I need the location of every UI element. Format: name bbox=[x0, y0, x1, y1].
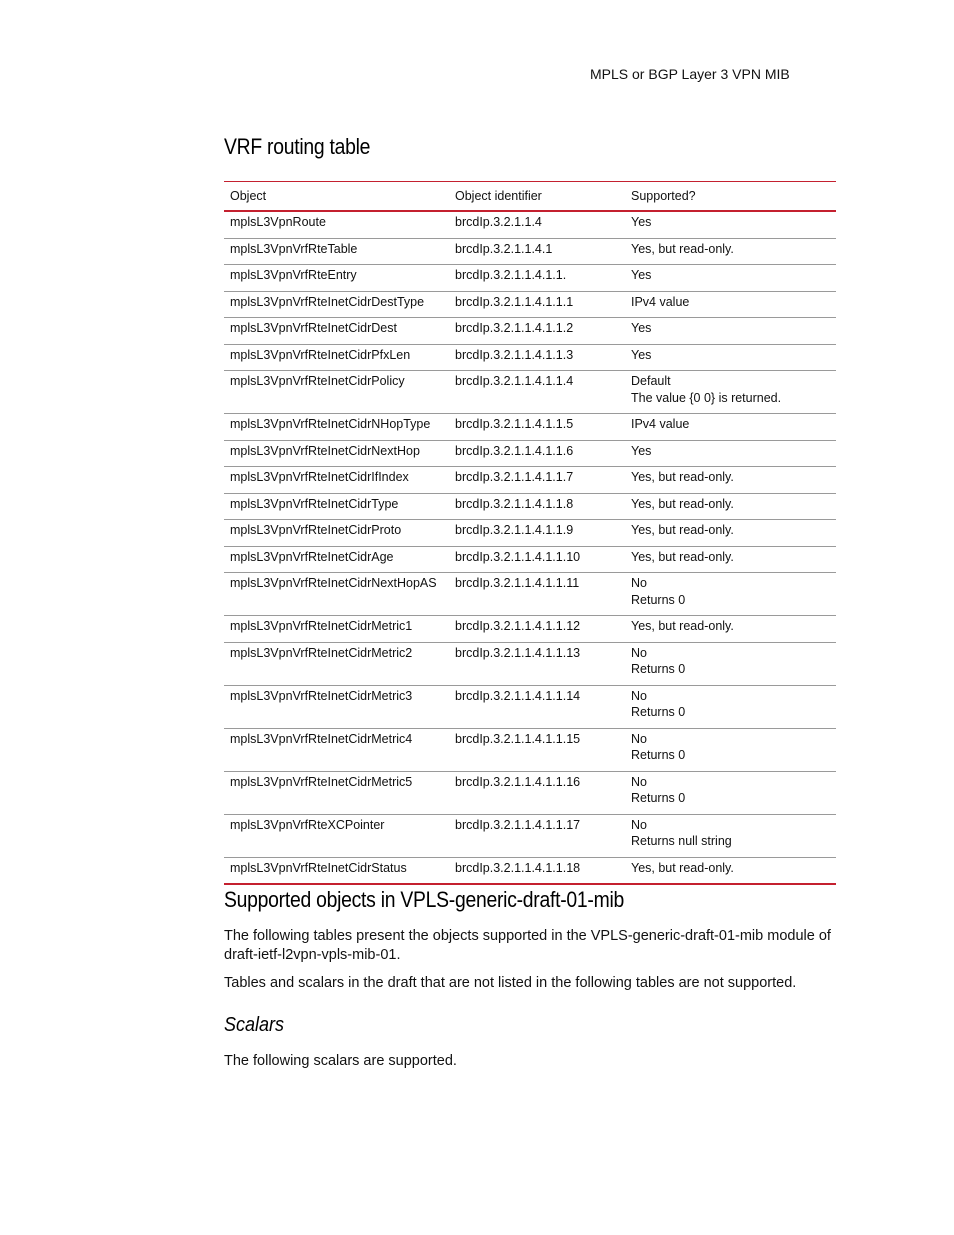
cell-supported-note: Returns 0 bbox=[631, 705, 686, 719]
cell-supported bbox=[625, 642, 836, 685]
table-row bbox=[224, 728, 836, 771]
cell-supported-text: Yes bbox=[631, 347, 652, 362]
cell-object-identifier-text: brcdIp.3.2.1.1.4.1.1.15 bbox=[455, 731, 581, 746]
cell-object bbox=[224, 414, 449, 441]
paragraph-scalars: The following scalars are supported. bbox=[224, 1053, 457, 1069]
cell-object-text: mplsL3VpnVrfRteInetCidrPolicy bbox=[230, 374, 405, 388]
cell-object-identifier-text: brcdIp.3.2.1.1.4.1.1. bbox=[455, 268, 567, 282]
table-row bbox=[224, 573, 836, 616]
cell-object bbox=[224, 291, 449, 318]
cell-object-text: mplsL3VpnVrfRteInetCidrMetric1 bbox=[230, 619, 413, 633]
cell-object-identifier bbox=[449, 616, 625, 643]
cell-object bbox=[224, 238, 449, 265]
cell-object-identifier bbox=[449, 318, 625, 345]
cell-object bbox=[224, 371, 449, 414]
cell-object bbox=[224, 318, 449, 345]
cell-object-identifier bbox=[449, 344, 625, 371]
cell-supported bbox=[625, 318, 836, 345]
cell-object-identifier-text: brcdIp.3.2.1.1.4.1.1.5 bbox=[455, 417, 574, 431]
table-row bbox=[224, 493, 836, 520]
cell-object bbox=[224, 493, 449, 520]
section-heading-vpls: Supported objects in VPLS-generic-draft-01-mib bbox=[224, 887, 625, 912]
cell-supported-text: No bbox=[631, 774, 647, 789]
cell-supported-text: No bbox=[631, 817, 647, 832]
cell-supported bbox=[625, 546, 836, 573]
cell-object bbox=[224, 573, 449, 616]
cell-supported bbox=[625, 414, 836, 441]
table-row bbox=[224, 414, 836, 441]
cell-object-identifier bbox=[449, 728, 625, 771]
cell-object-identifier-text: brcdIp.3.2.1.1.4.1.1.14 bbox=[455, 688, 581, 703]
table-row bbox=[224, 344, 836, 371]
cell-object-identifier bbox=[449, 573, 625, 616]
table-row bbox=[224, 814, 836, 857]
cell-supported-text: No bbox=[631, 645, 647, 660]
cell-supported-text: Yes, but read-only. bbox=[631, 619, 734, 633]
cell-supported-text: Yes bbox=[631, 215, 652, 229]
cell-supported-text: Yes bbox=[631, 443, 652, 458]
cell-object-identifier-text: brcdIp.3.2.1.1.4.1.1.9 bbox=[455, 523, 574, 537]
cell-object-text: mplsL3VpnVrfRteInetCidrIfIndex bbox=[230, 470, 409, 484]
cell-supported-text: Yes, but read-only. bbox=[631, 523, 734, 537]
cell-object-text: mplsL3VpnVrfRteInetCidrMetric2 bbox=[230, 645, 413, 660]
table-row bbox=[224, 211, 836, 238]
cell-supported bbox=[625, 493, 836, 520]
cell-object-text: mplsL3VpnVrfRteInetCidrPfxLen bbox=[230, 347, 411, 362]
cell-supported bbox=[625, 265, 836, 292]
column-header-object-identifier: Object identifier bbox=[449, 182, 625, 212]
running-header: MPLS or BGP Layer 3 VPN MIB bbox=[590, 66, 790, 82]
cell-supported-note: Returns 0 bbox=[631, 592, 686, 607]
table-row bbox=[224, 467, 836, 494]
cell-supported bbox=[625, 467, 836, 494]
cell-supported-note: The value {0 0} is returned. bbox=[631, 390, 782, 405]
cell-object-text: mplsL3VpnVrfRteInetCidrNextHop bbox=[230, 443, 420, 458]
cell-supported bbox=[625, 371, 836, 414]
cell-object bbox=[224, 265, 449, 292]
cell-object bbox=[224, 857, 449, 884]
table-row bbox=[224, 291, 836, 318]
cell-supported bbox=[625, 211, 836, 238]
table-row bbox=[224, 857, 836, 884]
cell-supported-text: Yes, but read-only. bbox=[631, 860, 734, 875]
cell-object-identifier-text: brcdIp.3.2.1.1.4.1.1.8 bbox=[455, 496, 574, 511]
table-row bbox=[224, 685, 836, 728]
paragraph-intro: The following tables present the objects supported in the VPLS-generic-draft-01-mib module of draft-ietf-l2vpn-vpls-mib-01. bbox=[224, 928, 831, 963]
cell-supported-text: IPv4 value bbox=[631, 294, 690, 309]
table-row bbox=[224, 642, 836, 685]
cell-object-identifier-text: brcdIp.3.2.1.1.4.1.1.16 bbox=[455, 774, 581, 789]
cell-object-identifier-text: brcdIp.3.2.1.1.4.1.1.10 bbox=[455, 549, 581, 564]
cell-object-identifier-text: brcdIp.3.2.1.1.4.1.1.18 bbox=[455, 860, 581, 875]
cell-object-identifier-text: brcdIp.3.2.1.1.4.1.1.12 bbox=[455, 619, 581, 633]
cell-object-text: mplsL3VpnVrfRteInetCidrDest bbox=[230, 321, 397, 335]
cell-object-identifier-text: brcdIp.3.2.1.1.4.1.1.13 bbox=[455, 645, 581, 660]
cell-object-identifier bbox=[449, 546, 625, 573]
cell-object-identifier-text: brcdIp.3.2.1.1.4.1.1.3 bbox=[455, 347, 574, 362]
cell-supported-text: No bbox=[631, 576, 647, 590]
table-row bbox=[224, 520, 836, 547]
column-header-object: Object bbox=[224, 182, 449, 212]
cell-supported bbox=[625, 344, 836, 371]
cell-supported-text: Yes, but read-only. bbox=[631, 470, 734, 484]
cell-supported-text: Default bbox=[631, 374, 671, 388]
cell-object-identifier-text: brcdIp.3.2.1.1.4.1.1.2 bbox=[455, 321, 574, 335]
cell-object-text: mplsL3VpnVrfRteEntry bbox=[230, 268, 357, 282]
cell-supported bbox=[625, 573, 836, 616]
cell-supported bbox=[625, 857, 836, 884]
cell-object-identifier bbox=[449, 440, 625, 467]
cell-object bbox=[224, 728, 449, 771]
cell-object-text: mplsL3VpnVrfRteInetCidrNextHopAS bbox=[230, 576, 437, 590]
cell-object-identifier bbox=[449, 371, 625, 414]
cell-supported-note: Returns 0 bbox=[631, 791, 686, 805]
cell-object-text: mplsL3VpnVrfRteInetCidrDestType bbox=[230, 294, 425, 309]
table-row bbox=[224, 546, 836, 573]
cell-object-text: mplsL3VpnVrfRteInetCidrMetric5 bbox=[230, 774, 413, 789]
vrf-routing-table bbox=[224, 181, 836, 885]
cell-object-identifier bbox=[449, 520, 625, 547]
cell-object-identifier-text: brcdIp.3.2.1.1.4.1.1.17 bbox=[455, 817, 581, 832]
table-row bbox=[224, 440, 836, 467]
cell-object-identifier bbox=[449, 685, 625, 728]
paragraph-not-supported: Tables and scalars in the draft that are not listed in the following tables are not supported. bbox=[224, 975, 797, 991]
cell-object-identifier-text: brcdIp.3.2.1.1.4 bbox=[455, 215, 542, 229]
cell-object-identifier bbox=[449, 857, 625, 884]
cell-object bbox=[224, 814, 449, 857]
cell-object bbox=[224, 771, 449, 814]
cell-supported bbox=[625, 238, 836, 265]
cell-object-text: mplsL3VpnVrfRteInetCidrStatus bbox=[230, 860, 407, 875]
cell-object bbox=[224, 440, 449, 467]
cell-object-identifier-text: brcdIp.3.2.1.1.4.1.1.7 bbox=[455, 470, 574, 484]
cell-object-identifier bbox=[449, 211, 625, 238]
cell-object-identifier bbox=[449, 814, 625, 857]
cell-supported bbox=[625, 440, 836, 467]
cell-object-identifier bbox=[449, 467, 625, 494]
cell-object-text: mplsL3VpnVrfRteInetCidrNHopType bbox=[230, 417, 431, 431]
cell-object-identifier-text: brcdIp.3.2.1.1.4.1.1.11 bbox=[455, 576, 580, 590]
cell-object bbox=[224, 211, 449, 238]
table-row bbox=[224, 371, 836, 414]
cell-supported bbox=[625, 771, 836, 814]
cell-supported-text: Yes bbox=[631, 321, 652, 335]
cell-object-text: mplsL3VpnVrfRteInetCidrProto bbox=[230, 523, 402, 537]
cell-supported-text: Yes, but read-only. bbox=[631, 241, 734, 256]
cell-object-text: mplsL3VpnVrfRteInetCidrType bbox=[230, 496, 399, 511]
cell-object bbox=[224, 616, 449, 643]
table-header-row bbox=[224, 182, 836, 212]
cell-object-text: mplsL3VpnVrfRteTable bbox=[230, 241, 358, 256]
cell-object bbox=[224, 344, 449, 371]
cell-object bbox=[224, 546, 449, 573]
cell-object-identifier bbox=[449, 291, 625, 318]
table-row bbox=[224, 318, 836, 345]
cell-supported-note: Returns 0 bbox=[631, 748, 686, 762]
cell-object-text: mplsL3VpnVrfRteXCPointer bbox=[230, 817, 385, 832]
cell-object bbox=[224, 642, 449, 685]
cell-object-text: mplsL3VpnVrfRteInetCidrMetric4 bbox=[230, 731, 413, 746]
cell-supported bbox=[625, 291, 836, 318]
cell-object-identifier bbox=[449, 414, 625, 441]
cell-supported-text: Yes, but read-only. bbox=[631, 496, 734, 511]
cell-supported-text: No bbox=[631, 731, 647, 746]
cell-object-identifier bbox=[449, 771, 625, 814]
cell-supported-text: Yes, but read-only. bbox=[631, 549, 734, 564]
cell-supported-text: No bbox=[631, 688, 647, 703]
cell-object-identifier bbox=[449, 642, 625, 685]
cell-object-identifier bbox=[449, 493, 625, 520]
cell-object-text: mplsL3VpnVrfRteInetCidrAge bbox=[230, 549, 394, 564]
cell-object-identifier bbox=[449, 238, 625, 265]
subsection-heading-scalars: Scalars bbox=[224, 1014, 285, 1036]
cell-supported-text: Yes bbox=[631, 268, 652, 282]
cell-object-identifier-text: brcdIp.3.2.1.1.4.1.1.1 bbox=[455, 294, 574, 309]
table-row bbox=[224, 265, 836, 292]
cell-supported bbox=[625, 814, 836, 857]
table-row bbox=[224, 771, 836, 814]
cell-object-identifier-text: brcdIp.3.2.1.1.4.1.1.4 bbox=[455, 374, 574, 388]
cell-object bbox=[224, 520, 449, 547]
cell-object-identifier bbox=[449, 265, 625, 292]
cell-supported-note: Returns 0 bbox=[631, 662, 686, 676]
column-header-supported: Supported? bbox=[625, 182, 836, 212]
cell-supported bbox=[625, 616, 836, 643]
cell-object-identifier-text: brcdIp.3.2.1.1.4.1 bbox=[455, 241, 553, 256]
cell-supported bbox=[625, 685, 836, 728]
cell-object bbox=[224, 685, 449, 728]
section-heading-vrf-routing-table: VRF routing table bbox=[224, 134, 371, 159]
cell-supported-text: IPv4 value bbox=[631, 417, 690, 431]
table-row bbox=[224, 616, 836, 643]
cell-supported bbox=[625, 520, 836, 547]
table-row bbox=[224, 238, 836, 265]
cell-supported-note: Returns null string bbox=[631, 834, 732, 848]
cell-object-identifier-text: brcdIp.3.2.1.1.4.1.1.6 bbox=[455, 443, 574, 458]
cell-supported bbox=[625, 728, 836, 771]
cell-object-text: mplsL3VpnVrfRteInetCidrMetric3 bbox=[230, 688, 413, 703]
cell-object-text: mplsL3VpnRoute bbox=[230, 215, 326, 229]
cell-object bbox=[224, 467, 449, 494]
